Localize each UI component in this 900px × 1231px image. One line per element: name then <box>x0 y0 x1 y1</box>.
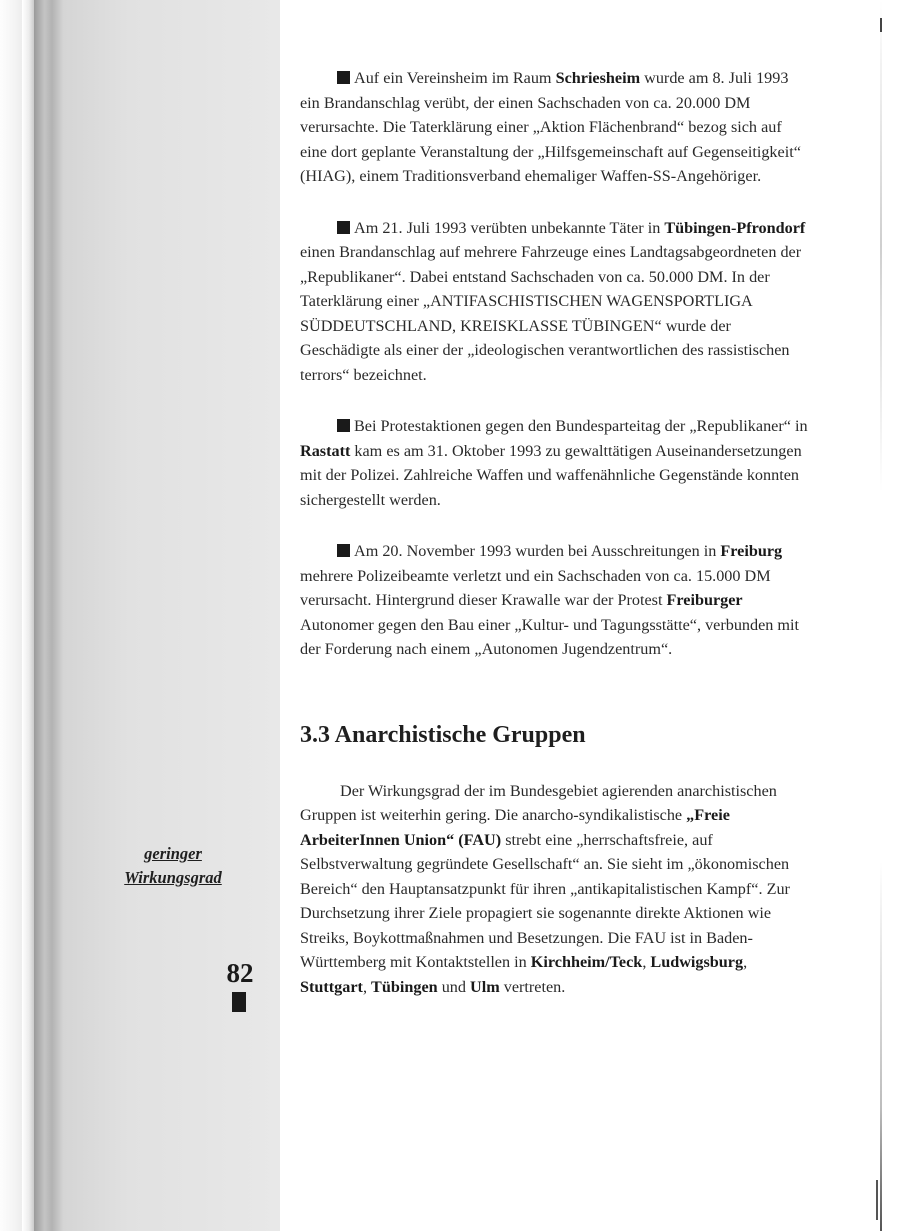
place-name: Kirchheim/Teck <box>530 953 643 971</box>
organization-name: „Freie ArbeiterInnen Union“ (FAU) <box>300 806 730 849</box>
place-name: Freiburg <box>720 542 783 560</box>
bullet-square-icon <box>337 419 350 432</box>
page-number: 82 <box>226 958 254 988</box>
paragraph-schriesheim: Auf ein Vereinsheim im Raum Schriesheim wurde am 8. Juli 1993 ein Brandanschlag verübt, der einen Sachschaden von ca. 20.000 DM verursachte. Die Taterklärung einer „Aktion Flächenbrand“ bezog sich auf eine dort geplante Veranstaltung der „Hilfsgemeinschaft auf Gegenseitigkeit“ (HIAG), einem Traditionsverband ehemaliger Waffen-SS-Angehöriger. <box>300 69 801 185</box>
right-page-edge <box>880 0 882 1231</box>
paragraph-rastatt: Bei Protestaktionen gegen den Bundesparteitag der „Republikaner“ in Rastatt kam es am 31. Oktober 1993 zu gewalttätigen Auseinandersetzungen mit der Polizei. Zahlreiche Waffen und waffenähnliche Gegenstände konnten sichergestellt werden. <box>300 417 808 509</box>
bullet-square-icon <box>337 221 350 234</box>
place-name: Rastatt <box>300 441 351 460</box>
place-name: Freiburger <box>666 591 743 609</box>
margin-note-line1: geringer <box>144 844 202 863</box>
page-marker <box>232 992 246 1012</box>
place-name: Ulm <box>470 977 500 996</box>
paragraph-freiburg: Am 20. November 1993 wurden bei Ausschreitungen in Freiburg mehrere Polizeibeamte verletzt und ein Sachschaden von ca. 15.000 DM verursacht. Hintergrund dieser Krawalle war der Protest Freiburger Autonomer gegen den Bau einer „Kultur- und Tagungsstätte“, verbunden mit der Forderung nach einem „Autonomen Jugendzentrum“. <box>300 542 800 658</box>
place-name: Tübingen-Pfrondorf <box>664 218 806 237</box>
scan-mark-bottom <box>876 1180 878 1220</box>
bullet-square-icon <box>337 544 350 557</box>
paragraph-pfrondorf: Am 21. Juli 1993 verübten unbekannte Täter in Tübingen-Pfrondorf einen Brandanschlag auf mehrere Fahrzeuge eines Landtagsabgeordneten der „Republikaner“. Dabei entstand Sachschaden von ca. 50.000 DM. In der Taterklärung einer „ANTIFASCHISTISCHEN WAGENSPORTLIGA SÜDDEUTSCHLAND, KREISKLASSE TÜBINGEN“ wurde der Geschädigte als einer der „ideologischen verantwortlichen des rassistischen terrors“ bezeichnet. <box>300 218 806 384</box>
margin-note <box>98 842 248 890</box>
paragraph-anarchist-groups: Der Wirkungsgrad der im Bundesgebiet agierenden anarchistischen Gruppen ist weiterhin gering. Die anarcho-syndikalistische „Freie ArbeiterInnen Union“ (FAU) strebt eine „herrschaftsfreie, auf Selbstverwaltung gegründete Gesellschaft“ an. Sie sieht im „ökonomischen Bereich“ den Hauptansatzpunkt für ihren „antikapitalistischen Kampf“. Zur Durchsetzung ihrer Ziele propagiert sie sogenannte direkte Aktionen wie Streiks, Boykottmaßnahmen und Besetzungen. Die FAU ist in Baden-Württemberg mit Kontaktstellen in Kirchheim/Teck, Ludwigsburg, Stuttgart, Tübingen und Ulm vertreten. <box>300 781 790 996</box>
margin-note-line2: Wirkungsgrad <box>124 868 222 887</box>
section-heading: 3.3 Anarchistische Gruppen <box>300 721 586 748</box>
scan-mark-top <box>880 18 882 32</box>
place-name: Stuttgart <box>300 977 363 996</box>
main-text <box>300 66 808 1026</box>
margin-panel <box>64 0 280 1231</box>
place-name: Ludwigsburg <box>650 953 744 971</box>
place-name: Tübingen <box>371 977 438 996</box>
bullet-square-icon <box>337 71 350 84</box>
place-name: Schriesheim <box>555 69 641 87</box>
binding-shadow <box>34 0 64 1231</box>
